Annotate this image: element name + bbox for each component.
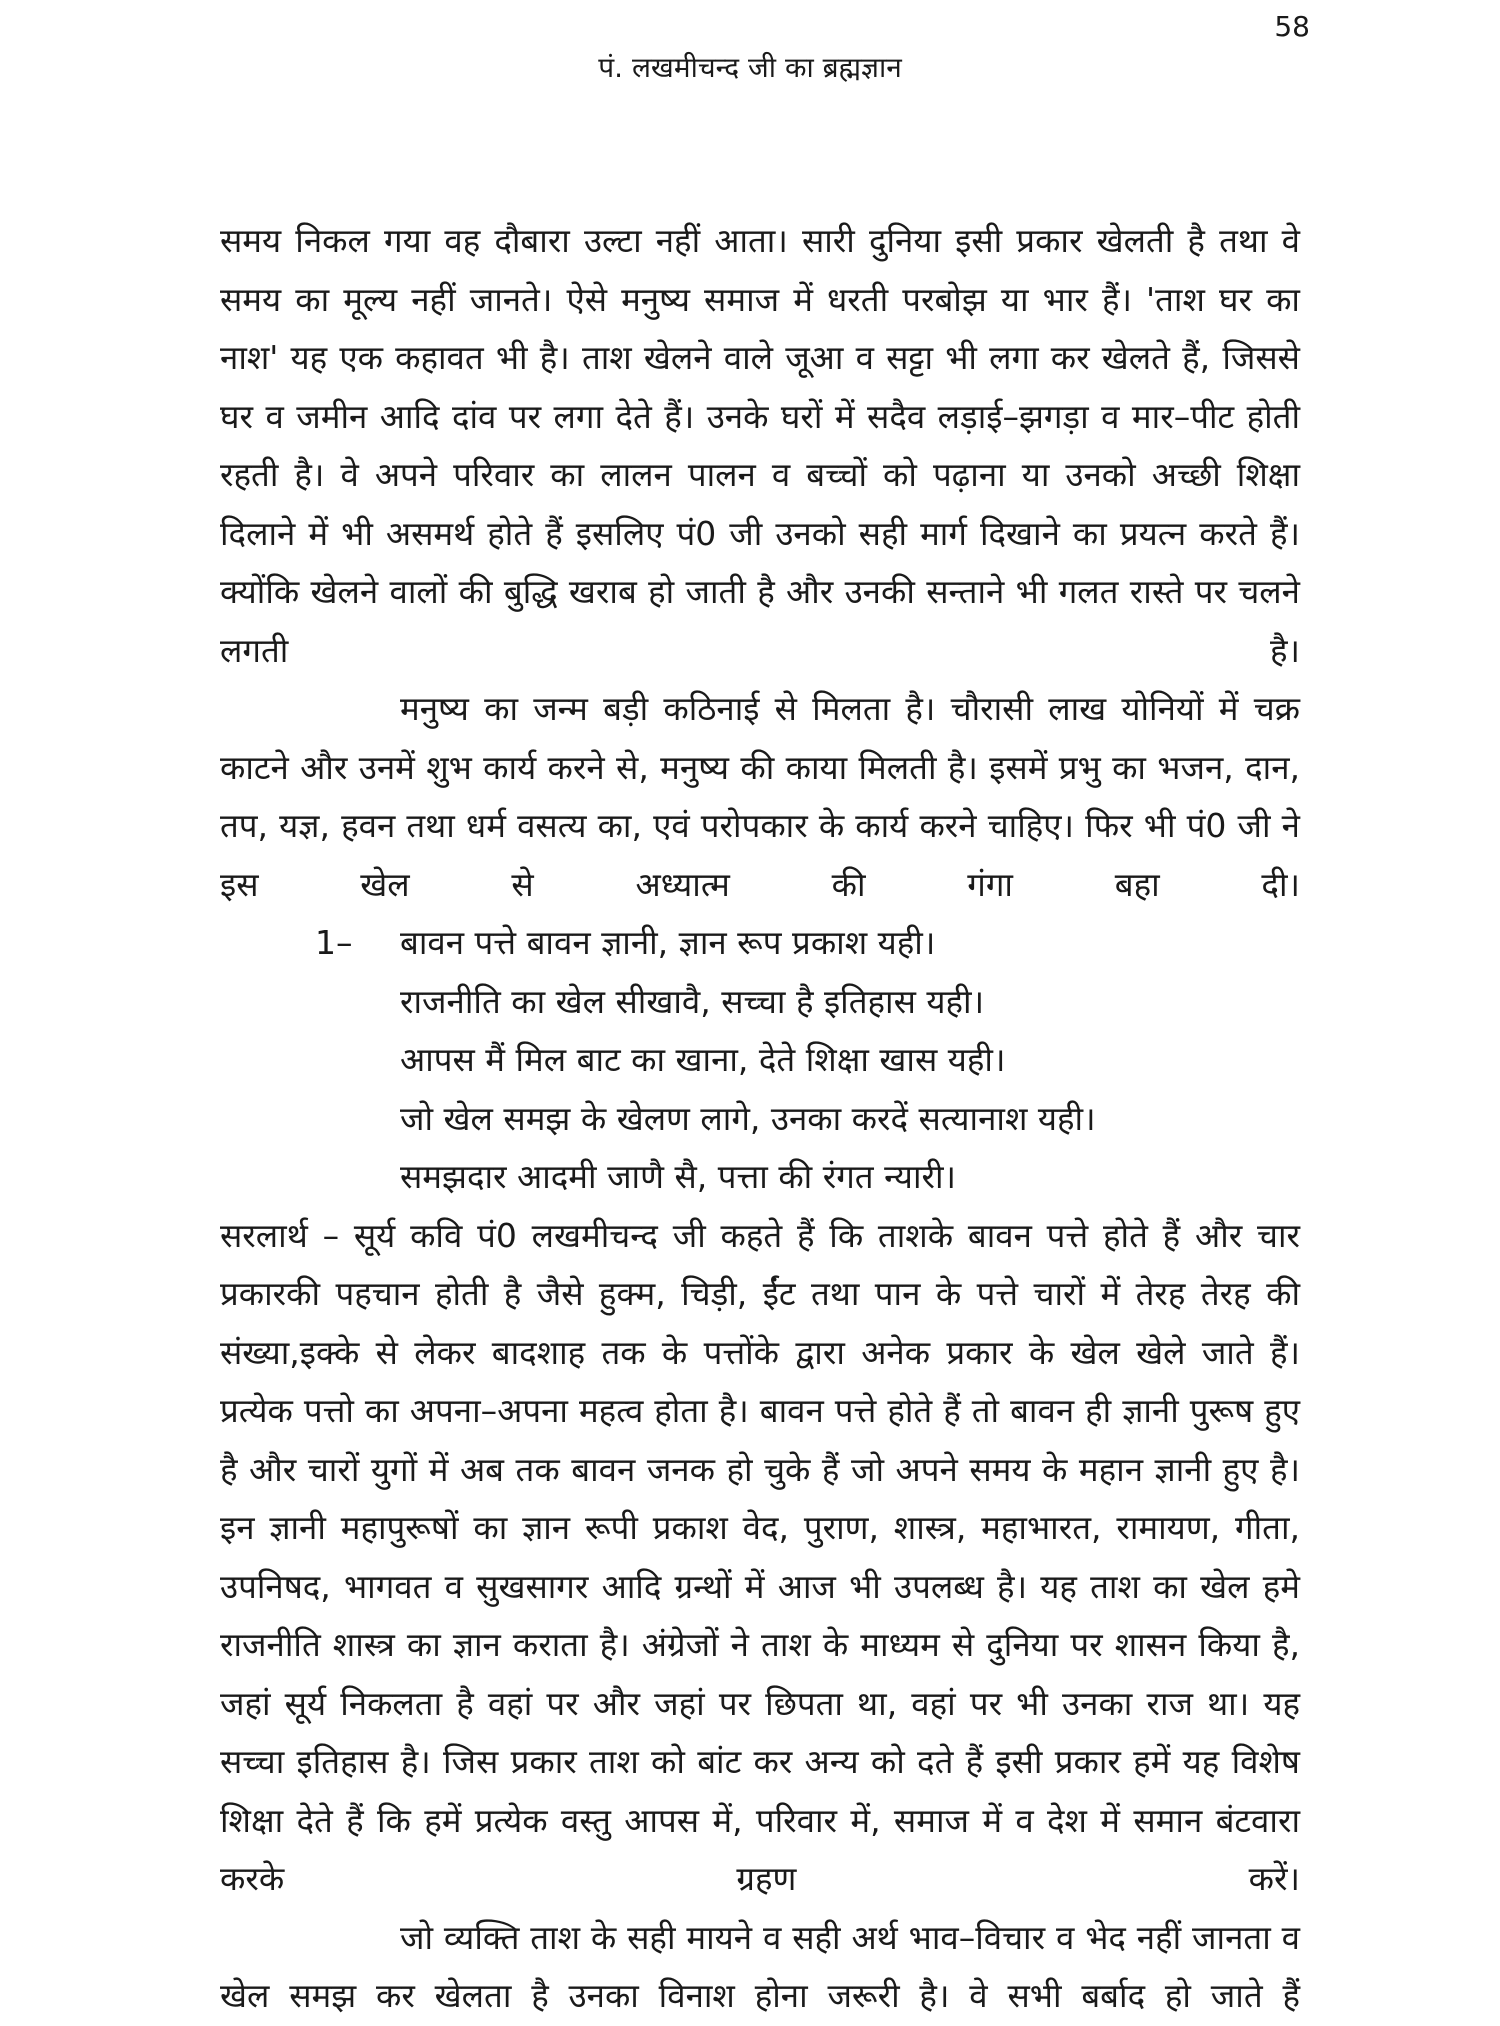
verse-line-1: 1– बावन पत्ते बावन ज्ञानी, ज्ञान रूप प्रकाश यही। xyxy=(220,914,1300,973)
line: दान, तप, यज्ञ, हवन तथा धर्म वसत्य का, एवं परोपकार के कार्य करने चाहिए। फिर भी xyxy=(220,747,1300,845)
line: उनका राज था। यह सच्चा इतिहास है। जिस प्रकार ताश को बांट कर अन्य को दते हैं xyxy=(220,1683,1301,1781)
verse-block xyxy=(220,914,1300,1207)
verse-number: 1– xyxy=(315,923,353,962)
line: प्रयत्न करते हैं। क्योंकि खेलने वालों की बुद्धि खराब हो जाती है और उनकी सन्ताने भी xyxy=(220,513,1300,611)
line: में व देश में समान बंटवारा करके ग्रहण करें। xyxy=(220,1800,1300,1898)
paragraph-2 xyxy=(220,680,1300,914)
line: प्रकारकी पहचान होती है जैसे हुक्म, चिड़ी, ईंट तथा पान के पत्ते चारों में तेरह तेरह की xyxy=(220,1274,1300,1313)
line: वे समय का मूल्य नहीं जानते। ऐसे मनुष्य समाज में धरती परबोझ या भार हैं। 'ताश घर xyxy=(220,221,1300,319)
line: प्रत्येक पत्तो का अपना–अपना महत्व होता है। बावन पत्ते होते हैं तो बावन ही ज्ञानी पुरूष xyxy=(220,1391,1254,1430)
running-header: पं. लखमीचन्द जी का ब्रह्मज्ञान xyxy=(598,51,902,84)
paragraph-4 xyxy=(220,1909,1300,2026)
verse-line-3: आपस मैं मिल बाट का खाना, देते शिक्षा खास यही। xyxy=(400,1040,1006,1079)
line: मनुष्य का जन्म बड़ी कठिनाई से मिलता है। चौरासी लाख योनियों में चक्र xyxy=(400,689,1300,728)
body-text xyxy=(220,212,1300,2026)
line: अच्छी शिक्षा दिलाने में भी असमर्थ होते हैं इसलिए पं0 जी उनको सही मार्ग दिखाने का xyxy=(220,455,1300,553)
line: संख्या,इक्के से लेकर बादशाह तक के पत्तोंके द्वारा अनेक प्रकार के खेल खेले जाते हैं। xyxy=(220,1332,1300,1372)
line: शासन किया है, जहां सूर्य निकलता है वहां पर और जहां पर छिपता था, वहां पर भी xyxy=(220,1625,1300,1723)
line: हुए है। इन ज्ञानी महापुरूषों का ज्ञान रूपी प्रकाश वेद, पुराण, शास्त्र, महाभारत, रामायण, xyxy=(220,1449,1300,1547)
line: गलत रास्ते पर चलने लगती है। xyxy=(220,572,1300,670)
line: खेल हमे राजनीति शास्त्र का ज्ञान कराता है। अंग्रेजों ने ताश के माध्यम से दुनिया पर xyxy=(220,1566,1300,1664)
line: गीता, उपनिषद, भागवत व सुखसागर आदि ग्रन्थों में आज भी उपलब्ध है। यह ताश का xyxy=(220,1508,1300,1606)
line: पं0 जी ने इस खेल से अध्यात्म की गंगा बहा दी। xyxy=(220,806,1300,904)
line: जो व्यक्ति ताश के सही मायने व सही अर्थ भाव–विचार व भेद नहीं जानता xyxy=(400,1917,1271,1957)
line: का नाश' यह एक कहावत भी है। ताश खेलने वाले जूआ व सट्टा भी लगा कर खेलते हैं, xyxy=(220,279,1300,377)
verse-line-4: जो खेल समझ के खेलण लागे, उनका करदें सत्यानाश यही। xyxy=(400,1098,1096,1138)
line: हुए है और चारों युगों में अब तक बावन जनक हो चुके हैं जो अपने समय के महान ज्ञानी xyxy=(220,1391,1300,1489)
line: जिससे घर व जमीन आदि दांव पर लगा देते हैं। उनके घरों में सदैव लड़ाई–झगड़ा व xyxy=(220,338,1300,436)
line: इसी प्रकार हमें यह विशेष शिक्षा देते हैं कि हमें प्रत्येक वस्तु आपस में, परिवार में, समाज xyxy=(220,1742,1300,1840)
line: मार–पीट होती रहती है। वे अपने परिवार का लालन पालन व बच्चों को पढ़ाना या उनको xyxy=(220,396,1300,494)
line: समय निकल गया वह दौबारा उल्टा नहीं आता। सारी दुनिया इसी प्रकार खेलती है तथा xyxy=(220,221,1268,260)
line: सरलार्थ – सूर्य कवि पं0 लखमीचन्द जी कहते हैं कि ताशके बावन पत्ते होते हैं और चार xyxy=(220,1215,1300,1255)
paragraph-1 xyxy=(220,212,1300,680)
line: काटने और उनमें शुभ कार्य करने से, मनुष्य की काया मिलती है। इसमें प्रभु का भजन, xyxy=(220,747,1234,787)
paragraph-3 xyxy=(220,1207,1300,1909)
verse-line-2: राजनीति का खेल सीखावै, सच्चा है इतिहास यही। xyxy=(400,981,985,1021)
page-number: 58 xyxy=(1274,10,1310,43)
line: व खेल समझ कर खेलता है उनका विनाश होना जरूरी है। वे सभी बर्बाद हो जाते हैं xyxy=(220,1917,1300,2015)
verse-line-5: समझदार आदमी जाणै सै, पत्ता की रंगत न्यारी। xyxy=(400,1157,957,1196)
